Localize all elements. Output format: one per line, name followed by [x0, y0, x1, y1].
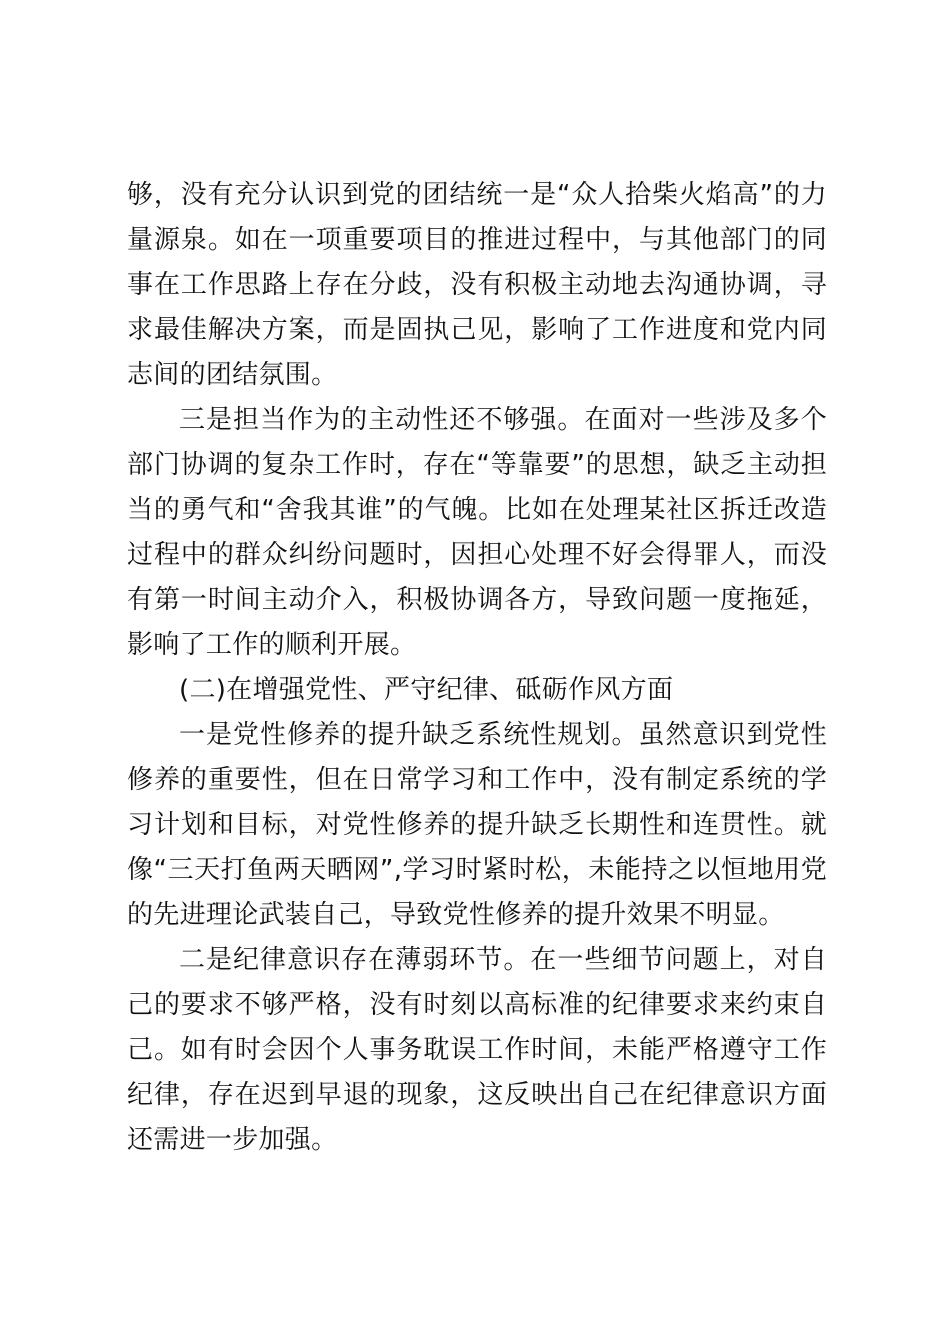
paragraph-point-one: 一是党性修养的提升缺乏系统性规划。虽然意识到党性修养的重要性，但在日常学习和工作中，没有制定系统的学习计划和目标，对党性修养的提升缺乏长期性和连贯性。就像“三天打鱼两天晒网”,学习时紧时松，未能持之以恒地用党的先进理论武装自己，导致党性修养的提升效果不明显。	[127, 720, 827, 930]
paragraph-point-three: 三是担当作为的主动性还不够强。在面对一些涉及多个部门协调的复杂工作时，存在“等靠要”的思想，缺乏主动担当的勇气和“舍我其谁”的气魄。比如在处理某社区拆迁改造过程中的群众纠纷问题时，因担心处理不好会得罪人，而没有第一时间主动介入，积极协调各方，导致问题一度拖延，影响了工作的顺利开展。	[127, 405, 827, 660]
section-heading: (二)在增强党性、严守纪律、砥砺作风方面	[179, 675, 674, 705]
paragraph-point-two: 二是纪律意识存在薄弱环节。在一些细节问题上，对自己的要求不够严格，没有时刻以高标准的纪律要求来约束自己。如有时会因个人事务耽误工作时间，未能严格遵守工作纪律，存在迟到早退的现象，这反映出自己在纪律意识方面还需进一步加强。	[127, 945, 827, 1155]
document-body	[127, 173, 827, 1163]
paragraph-continuation: 够，没有充分认识到党的团结统一是“众人拾柴火焰高”的力量源泉。如在一项重要项目的推进过程中，与其他部门的同事在工作思路上存在分歧，没有积极主动地去沟通协调，寻求最佳解决方案，而是固执己见，影响了工作进度和党内同志间的团结氛围。	[127, 180, 827, 390]
